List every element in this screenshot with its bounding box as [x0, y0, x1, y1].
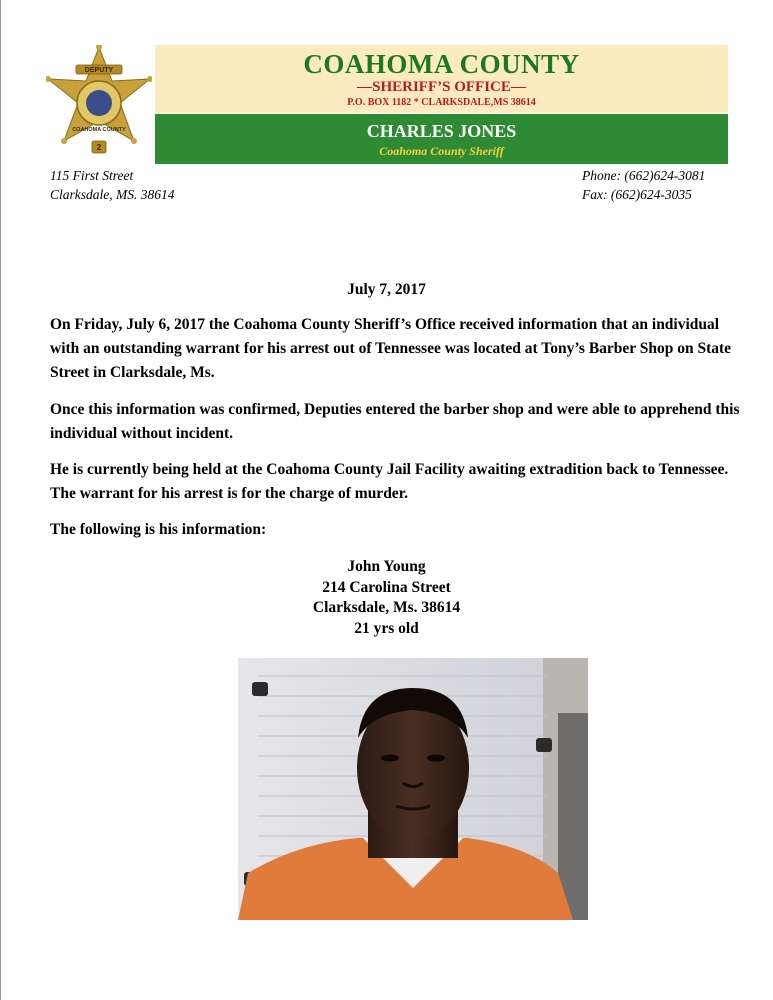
- city-line: Clarksdale, MS. 38614: [50, 187, 175, 202]
- mugshot-photo: [238, 658, 588, 920]
- phone-line: Phone: (662)624-3081: [582, 168, 706, 183]
- address-block: [50, 166, 175, 204]
- phone-fax-block: [582, 166, 705, 204]
- paragraph-3: He is currently being held at the Coahoma County Jail Facility awaiting extradition back to Tennessee. The warrant for his arrest is for the charge of murder.: [50, 461, 729, 502]
- sheriff-badge-icon: [46, 45, 152, 163]
- street-line: 115 First Street: [50, 168, 134, 183]
- subject-city: Clarksdale, Ms. 38614: [312, 599, 461, 616]
- badge-top-text: DEPUTY: [84, 67, 114, 74]
- badge-ring-text: COAHOMA COUNTY: [72, 127, 126, 133]
- county-title: COAHOMA COUNTY: [303, 49, 580, 79]
- subject-info: [0, 557, 773, 639]
- letterhead-banner-top: [155, 45, 728, 113]
- po-box-line: P.O. BOX 1182 * CLARKSDALE,MS 38614: [347, 97, 536, 108]
- badge-number: 2: [96, 143, 102, 152]
- sheriff-title: Coahoma County Sheriff: [379, 144, 504, 158]
- letterhead-banner-bottom: [155, 114, 728, 164]
- subject-name: John Young: [347, 558, 426, 575]
- fax-line: Fax: (662)624-3035: [582, 187, 692, 202]
- subject-address: 214 Carolina Street: [322, 578, 451, 596]
- sheriff-name: CHARLES JONES: [366, 121, 517, 141]
- subject-age: 21 yrs old: [354, 619, 419, 637]
- paragraph-4: The following is his information:: [50, 521, 267, 538]
- paragraph-1: On Friday, July 6, 2017 the Coahoma County Sheriff’s Office received information that an individual with an outstanding warrant for his arrest out of Tennessee was located at Tony’s Barber Shop on State Street in Clarksdale, Ms.: [50, 316, 732, 381]
- office-subtitle: —SHERIFF’S OFFICE—: [357, 79, 526, 95]
- release-date: July 7, 2017: [347, 281, 426, 298]
- paragraph-2: Once this information was confirmed, Deputies entered the barber shop and were able to apprehend this individual without incident.: [50, 401, 740, 442]
- page-edge: [0, 0, 1, 1000]
